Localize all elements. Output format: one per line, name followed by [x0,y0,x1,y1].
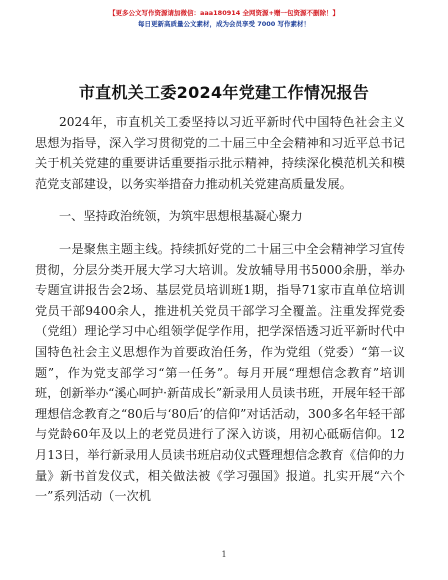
intro-paragraph: 2024年，市直机关工委坚持以习近平新时代中国特色社会主义思想为指导，深入学习贯彻党的二十届三中全会精神和习近平总书记关于机关党建的重要讲话重要指示批示精神，持续深化模范机关和模范党支部建设，以务实举措奋力推动机关党建高质量发展。 [35,115,405,191]
page-number: 1 [221,550,227,559]
promo-banner-line-1: 【更多公文写作资源请加微信：aaa180914 全网资源+赠一包资源不删除！】 [108,9,339,17]
body-paragraph-1: 一是聚焦主题主线。持续抓好党的二十届三中全会精神学习宣传贯彻，分层分类开展大学习大培训。发放辅导用书5000余册，举办专题宣讲报告会2场、基层党员培训班1期，指导71家市直单位培训党员干部9400余人，推进机关党员干部学习全覆盖。注重发挥党委（党组）理论学习中心组领学促学作用，把学深悟透习近平新时代中国特色社会主义思想作为首要政治任务，作为党组（党委）“第一议题”，作为党支部学习“第一任务”。每月开展“理想信念教育”培训班，创新举办“溪心呵护·新苗成长”新录用人员读书班，开展年轻干部理想信念教育之“80后与‘80后’的信仰”对话活动，300多名年轻干部与党龄60年及以上的老党员进行了深入访谈，用初心砥砺信仰。12月13日，举行新录用人员读书班启动仪式暨理想信念教育《信仰的力量》新书首发仪式，相关做法被《学习强国》报道。扎实开展“六个一”系列活动（一次机 [35,241,405,504]
document-title: 市直机关工委2024年党建工作情况报告 [78,83,370,102]
document-body [35,112,405,507]
section-heading-1: 一、坚持政治统领，为筑牢思想根基凝心聚力 [59,209,303,224]
promo-banner-line-2: 每日更新高质量公文素材，成为会员享受 7000 写作素材！ [137,20,311,28]
promo-banner [0,8,448,30]
